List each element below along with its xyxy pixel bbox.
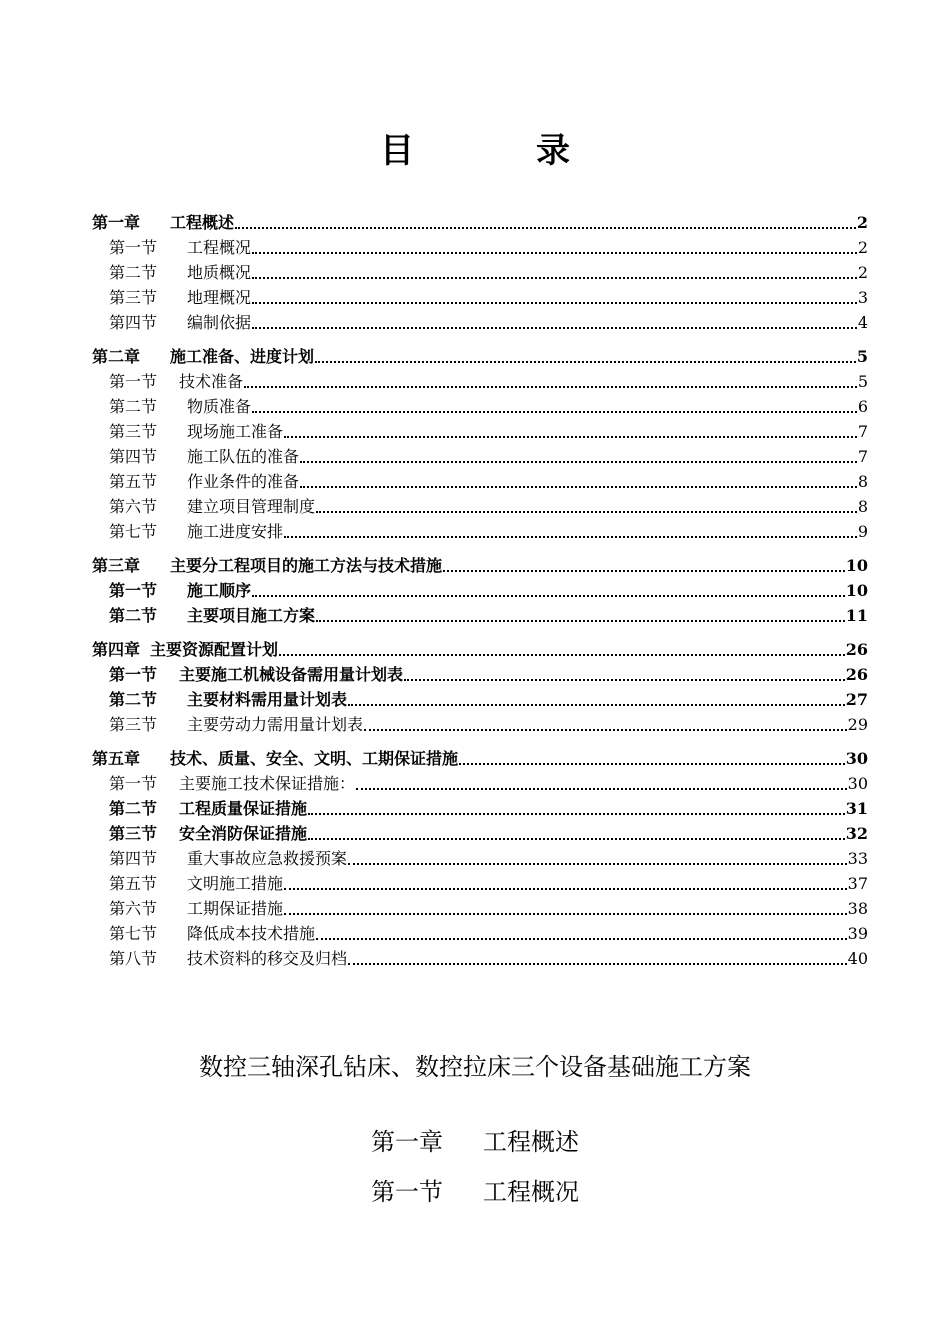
toc-section-entry[interactable]: [92, 308, 868, 333]
toc-section-entry[interactable]: [92, 467, 868, 492]
toc-entry-title: 施工队伍的准备: [187, 447, 300, 466]
toc-entry-number: 第三章: [92, 556, 141, 575]
toc-entry-page-number: 11: [845, 606, 868, 625]
toc-entry-number: 第五节: [109, 472, 158, 491]
toc-entry-title: 施工顺序: [187, 581, 252, 600]
toc-entry-page-number: 30: [845, 749, 868, 768]
toc-entry-number: 第一节: [109, 372, 158, 391]
toc-entry-title: 技术、质量、安全、文明、工期保证措施: [170, 749, 459, 768]
toc-section-entry[interactable]: [92, 517, 868, 542]
toc-leader-dots: [315, 355, 856, 363]
toc-section-entry[interactable]: [92, 442, 868, 467]
toc-entry-title: 工期保证措施: [187, 899, 284, 918]
toc-entry-number: 第一节: [109, 581, 158, 600]
toc-entry-page-number: 31: [845, 799, 868, 818]
toc-entry-page-number: 3: [857, 288, 868, 307]
toc-leader-dots: [404, 673, 845, 681]
toc-section-entry[interactable]: [92, 576, 868, 601]
toc-entry-number: 第六节: [109, 497, 158, 516]
toc-entry-page-number: 30: [847, 774, 868, 793]
toc-entry-number: 第一章: [92, 213, 141, 232]
toc-section-entry[interactable]: [92, 417, 868, 442]
toc-entry-page-number: 9: [857, 522, 868, 541]
toc-entry-title: 降低成本技术措施: [187, 924, 316, 943]
toc-leader-dots: [284, 907, 847, 915]
toc-leader-dots: [364, 723, 847, 731]
toc-section-entry[interactable]: [92, 660, 868, 685]
toc-section-entry[interactable]: [92, 819, 868, 844]
toc-entry-title: 主要施工技术保证措施：: [179, 774, 356, 793]
toc-entry-title: 工程质量保证措施: [179, 799, 308, 818]
toc-section-entry[interactable]: [92, 919, 868, 944]
toc-leader-dots: [284, 530, 857, 538]
toc-entry-title: 技术准备: [179, 372, 244, 391]
chapter-title: 工程概述: [483, 1128, 579, 1156]
toc-entry-title: 技术资料的移交及归档: [187, 949, 348, 968]
toc-entry-page-number: 39: [847, 924, 868, 943]
toc-entry-number: 第三节: [109, 422, 158, 441]
toc-entry-number: 第四节: [109, 849, 158, 868]
toc-leader-dots: [252, 589, 845, 597]
toc-section-entry[interactable]: [92, 710, 868, 735]
toc-leader-dots: [284, 430, 857, 438]
toc-entry-number: 第六节: [109, 899, 158, 918]
toc-entry-number: 第一节: [109, 774, 158, 793]
toc-entry-page-number: 8: [857, 497, 868, 516]
toc-entry-title: 安全消防保证措施: [179, 824, 308, 843]
toc-leader-dots: [348, 957, 847, 965]
toc-chapter-entry[interactable]: [92, 551, 868, 576]
toc-entry-page-number: 8: [857, 472, 868, 491]
toc-entry-number: 第二章: [92, 347, 141, 366]
toc-section-entry[interactable]: [92, 492, 868, 517]
section-heading: [0, 1175, 950, 1209]
toc-entry-page-number: 40: [847, 949, 868, 968]
toc-entry-page-number: 7: [857, 447, 868, 466]
toc-entry-page-number: 29: [847, 715, 868, 734]
toc-entry-page-number: 2: [857, 238, 868, 257]
toc-entry-number: 第三节: [109, 288, 158, 307]
toc-entry-number: 第五章: [92, 749, 141, 768]
toc-entry-page-number: 5: [856, 347, 868, 366]
document-title: 数控三轴深孔钻床、数控拉床三个设备基础施工方案: [199, 1053, 751, 1081]
toc-entry-title: 工程概况: [187, 238, 252, 257]
toc-entry-title: 现场施工准备: [187, 422, 284, 441]
chapter-number: 第一章: [371, 1128, 443, 1156]
toc-chapter-entry[interactable]: [92, 342, 868, 367]
toc-section-entry[interactable]: [92, 685, 868, 710]
toc-entry-page-number: 26: [845, 640, 868, 659]
toc-entry-page-number: 2: [856, 213, 868, 232]
toc-entry-number: 第二节: [109, 690, 158, 709]
toc-section-entry[interactable]: [92, 601, 868, 626]
toc-leader-dots: [348, 698, 845, 706]
toc-entry-page-number: 32: [845, 824, 868, 843]
toc-leader-dots: [235, 221, 856, 229]
section-number: 第一节: [371, 1178, 443, 1206]
toc-entry-title: 建立项目管理制度: [187, 497, 316, 516]
toc-leader-dots: [252, 271, 857, 279]
toc-entry-number: 第七节: [109, 522, 158, 541]
toc-leader-dots: [244, 380, 857, 388]
toc-entry-title: 主要材料需用量计划表: [187, 690, 348, 709]
table-of-contents: [92, 208, 868, 969]
toc-leader-dots: [443, 564, 845, 572]
toc-entry-number: 第四节: [109, 447, 158, 466]
toc-leader-dots: [316, 505, 857, 513]
toc-section-entry[interactable]: [92, 233, 868, 258]
toc-entry-page-number: 33: [847, 849, 868, 868]
toc-chapter-entry[interactable]: [92, 744, 868, 769]
toc-entry-page-number: 10: [845, 556, 868, 575]
toc-entry-number: 第四节: [109, 313, 158, 332]
toc-entry-number: 第二节: [109, 799, 158, 818]
toc-leader-dots: [284, 882, 847, 890]
toc-entry-number: 第三节: [109, 824, 158, 843]
toc-entry-page-number: 2: [857, 263, 868, 282]
toc-entry-number: 第一节: [109, 238, 158, 257]
toc-section-entry[interactable]: [92, 392, 868, 417]
toc-entry-page-number: 5: [857, 372, 868, 391]
toc-entry-number: 第二节: [109, 397, 158, 416]
toc-entry-title: 主要项目施工方案: [187, 606, 316, 625]
toc-entry-number: 第八节: [109, 949, 158, 968]
toc-entry-title: 编制依据: [187, 313, 252, 332]
toc-leader-dots: [348, 857, 847, 865]
toc-entry-title: 施工进度安排: [187, 522, 284, 541]
toc-entry-title: 主要分工程项目的施工方法与技术措施: [170, 556, 443, 575]
toc-entry-page-number: 37: [847, 874, 868, 893]
toc-chapter-entry[interactable]: [92, 208, 868, 233]
toc-entry-title: 主要资源配置计划: [150, 640, 279, 659]
toc-section-entry[interactable]: [92, 258, 868, 283]
toc-entry-title: 重大事故应急救援预案: [187, 849, 348, 868]
toc-entry-title: 地质概况: [187, 263, 252, 282]
toc-section-entry[interactable]: [92, 367, 868, 392]
toc-entry-title: 地理概况: [187, 288, 252, 307]
toc-leader-dots: [252, 321, 857, 329]
toc-entry-page-number: 6: [857, 397, 868, 416]
toc-leader-dots: [300, 455, 857, 463]
toc-leader-dots: [252, 246, 857, 254]
toc-entry-title: 作业条件的准备: [187, 472, 300, 491]
toc-entry-page-number: 26: [845, 665, 868, 684]
toc-entry-page-number: 27: [845, 690, 868, 709]
toc-leader-dots: [308, 807, 845, 815]
toc-leader-dots: [316, 932, 847, 940]
toc-entry-number: 第三节: [109, 715, 158, 734]
toc-leader-dots: [356, 782, 847, 790]
toc-entry-title: 物质准备: [187, 397, 252, 416]
toc-chapter-entry[interactable]: [92, 635, 868, 660]
toc-entry-number: 第七节: [109, 924, 158, 943]
toc-entry-page-number: 4: [857, 313, 868, 332]
toc-leader-dots: [279, 648, 845, 656]
toc-entry-title: 施工准备、进度计划: [170, 347, 315, 366]
toc-section-entry[interactable]: [92, 769, 868, 794]
toc-section-entry[interactable]: [92, 944, 868, 969]
toc-section-entry[interactable]: [92, 844, 868, 869]
toc-title: 目 录: [380, 131, 614, 171]
toc-section-entry[interactable]: [92, 894, 868, 919]
toc-leader-dots: [252, 296, 857, 304]
toc-leader-dots: [459, 757, 845, 765]
section-title: 工程概况: [483, 1178, 579, 1206]
toc-entry-page-number: 7: [857, 422, 868, 441]
toc-entry-title: 主要劳动力需用量计划表: [187, 715, 364, 734]
toc-section-entry[interactable]: [92, 283, 868, 308]
toc-leader-dots: [252, 405, 857, 413]
toc-section-entry[interactable]: [92, 794, 868, 819]
toc-entry-number: 第一节: [109, 665, 158, 684]
toc-entry-number: 第二节: [109, 263, 158, 282]
toc-entry-title: 文明施工措施: [187, 874, 284, 893]
toc-entry-title: 工程概述: [170, 213, 235, 232]
toc-leader-dots: [316, 614, 845, 622]
toc-leader-dots: [300, 480, 857, 488]
toc-entry-page-number: 10: [845, 581, 868, 600]
toc-entry-title: 主要施工机械设备需用量计划表: [179, 665, 404, 684]
toc-leader-dots: [308, 832, 845, 840]
chapter-heading: [0, 1125, 950, 1159]
toc-entry-number: 第二节: [109, 606, 158, 625]
toc-section-entry[interactable]: [92, 869, 868, 894]
toc-entry-number: 第四章: [92, 640, 141, 659]
toc-entry-number: 第五节: [109, 874, 158, 893]
toc-entry-page-number: 38: [847, 899, 868, 918]
